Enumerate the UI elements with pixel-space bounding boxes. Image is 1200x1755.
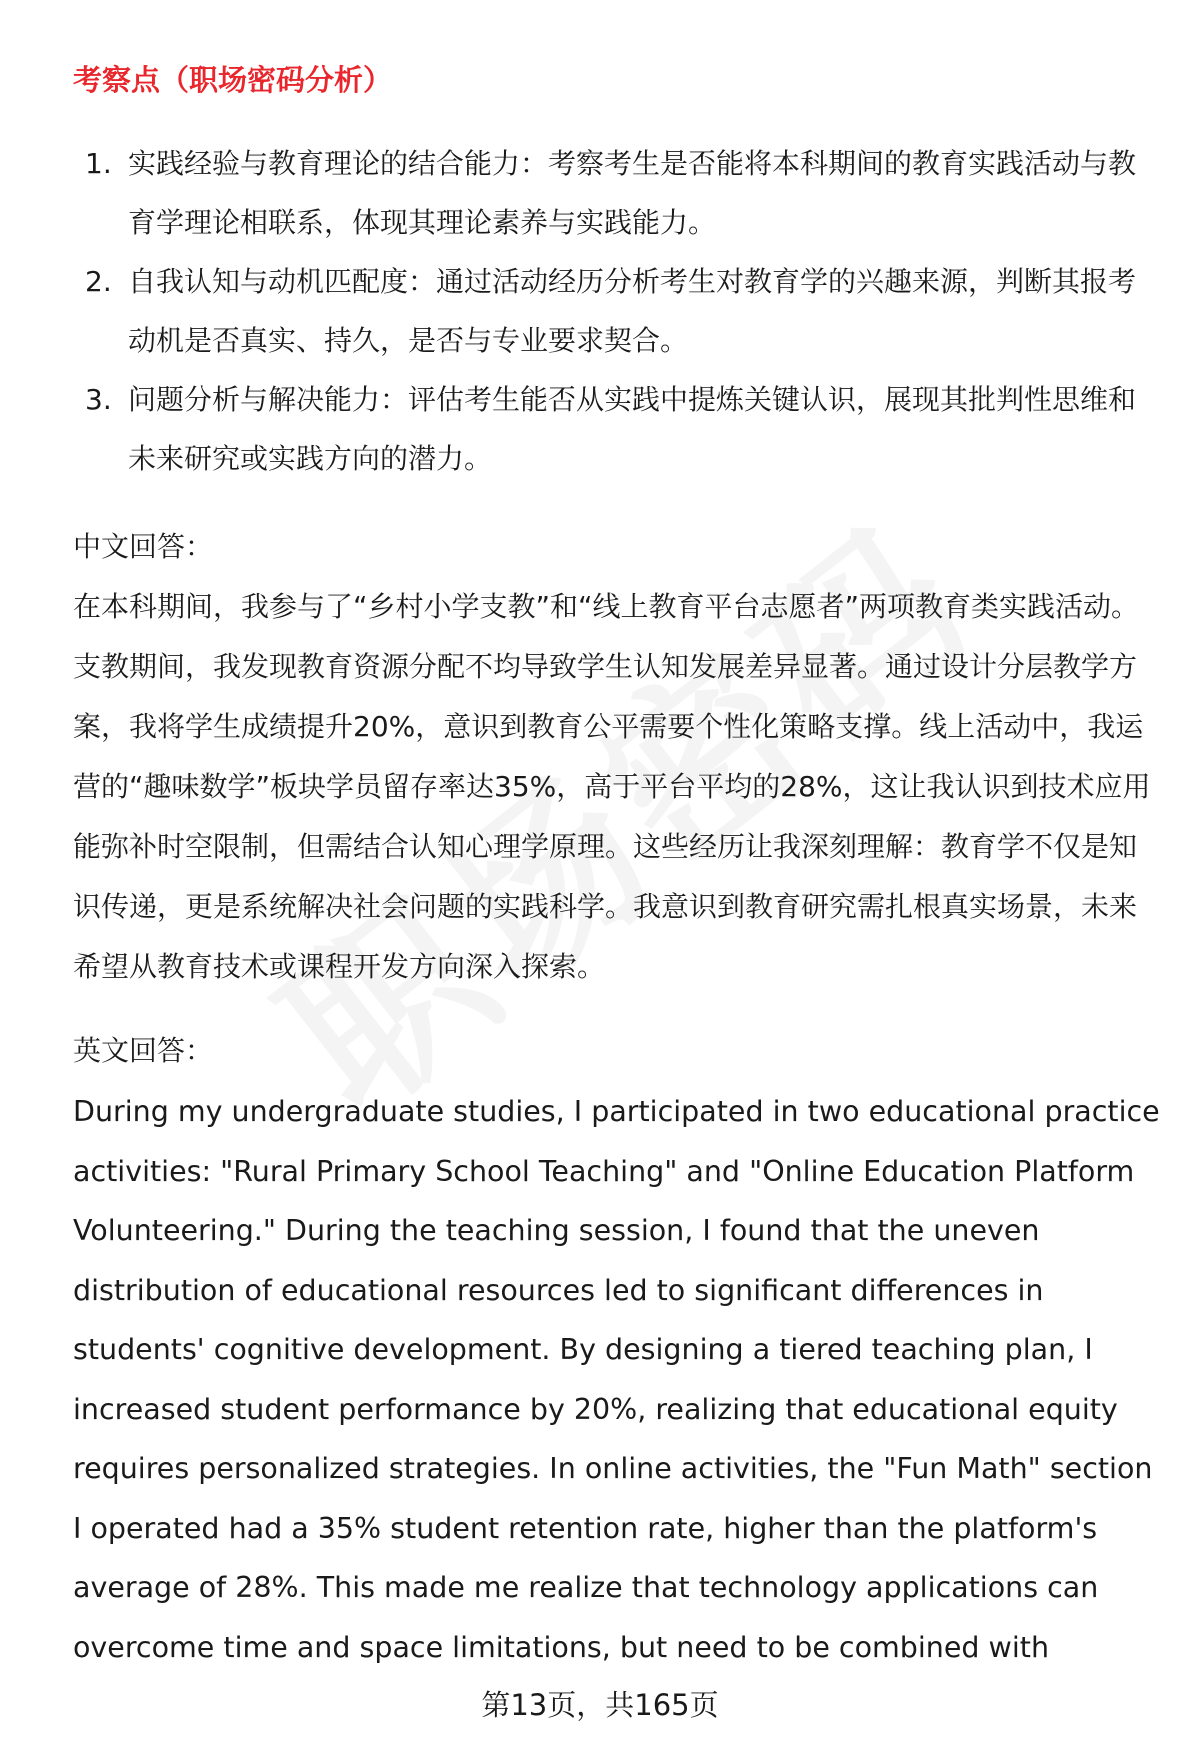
english-answer-paragraph: During my undergraduate studies, I participated in two educational practice activities: "Rural Primary School Teaching" and "Online Education Platform Volunteering." During the teaching session, I found that the uneven distribution of educational resources led to significant differences in students' cognitive development. By designing a tiered teaching plan, I increased student performance by 20%, realizing that educational equity requires personalized strategies. In online activities, the "Fun Math" section I operated had a 35% student retention rate, higher than the platform's average of 28%. This made me realize that technology applications can overcome time and space limitations, but need to be combined with bbox=[73, 1095, 1160, 1664]
list-item-number: 1. bbox=[85, 147, 112, 180]
list-item-text: 自我认知与动机匹配度：通过活动经历分析考生对教育学的兴趣来源，判断其报考动机是否真实、持久，是否与专业要求契合。 bbox=[128, 265, 1137, 357]
list-item bbox=[75, 370, 1155, 488]
list-item-number: 2. bbox=[85, 265, 112, 298]
section-title: 考察点（职场密码分析） bbox=[73, 63, 393, 97]
analysis-points-list bbox=[75, 134, 1155, 488]
english-answer-label: 英文回答： bbox=[73, 1034, 214, 1067]
list-item-text: 问题分析与解决能力：评估考生能否从实践中提炼关键认识，展现其批判性思维和未来研究或实践方向的潜力。 bbox=[128, 383, 1137, 475]
page-number-footer: 第13页，共165页 bbox=[481, 1688, 719, 1722]
list-item-text: 实践经验与教育理论的结合能力：考察考生是否能将本科期间的教育实践活动与教育学理论相联系，体现其理论素养与实践能力。 bbox=[128, 147, 1137, 239]
chinese-answer-label: 中文回答： bbox=[73, 530, 214, 563]
list-item bbox=[75, 134, 1155, 252]
list-item-number: 3. bbox=[85, 383, 112, 416]
list-item bbox=[75, 252, 1155, 370]
chinese-answer-paragraph: 在本科期间，我参与了“乡村小学支教”和“线上教育平台志愿者”两项教育类实践活动。支教期间，我发现教育资源分配不均导致学生认知发展差异显著。通过设计分层教学方案，我将学生成绩提升20%，意识到教育公平需要个性化策略支撑。线上活动中，我运营的“趣味数学”板块学员留存率达35%，高于平台平均的28%，这让我认识到技术应用能弥补时空限制，但需结合认知心理学原理。这些经历让我深刻理解：教育学不仅是知识传递，更是系统解决社会问题的实践科学。我意识到教育研究需扎根真实场景，未来希望从教育技术或课程开发方向深入探索。 bbox=[73, 590, 1151, 983]
